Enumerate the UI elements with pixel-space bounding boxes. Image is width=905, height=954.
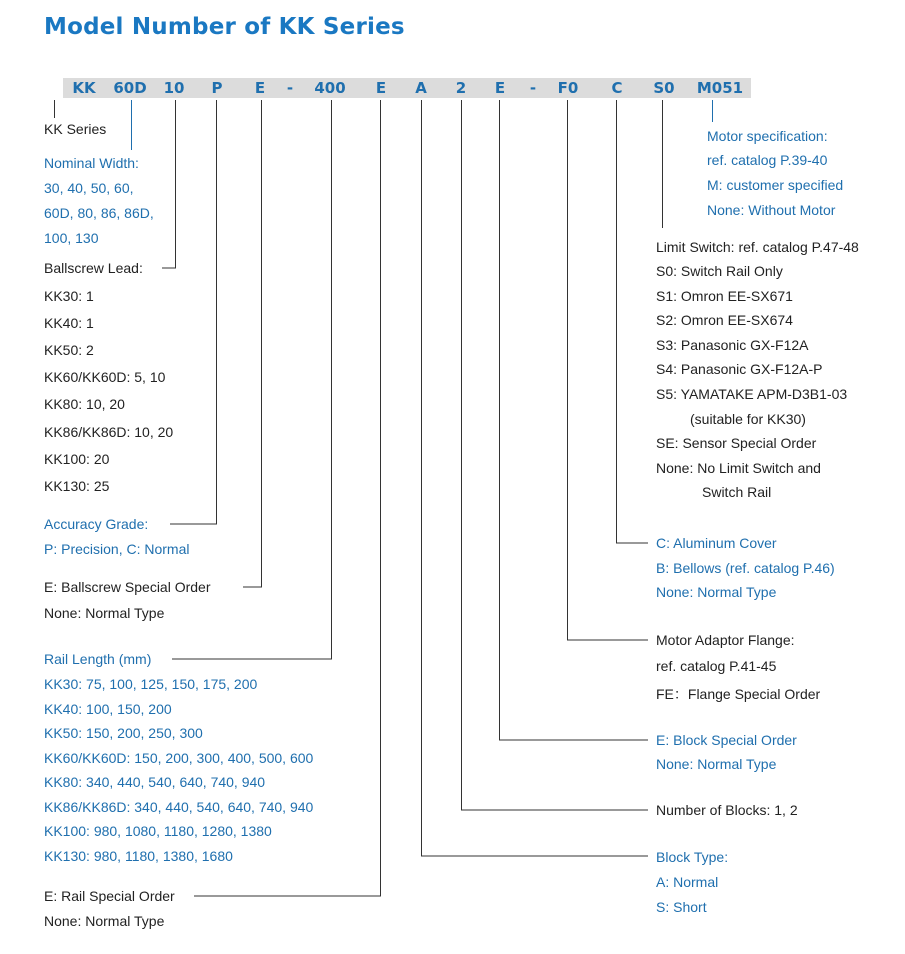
cover-item: None: Normal Type [656, 584, 777, 600]
motor-spec-line: ref. catalog P.39-40 [707, 152, 828, 168]
code-width: 60D [113, 79, 147, 97]
code-rail-special: E [375, 79, 387, 97]
label-flange: Motor Adaptor Flange: [656, 632, 795, 648]
code-block-special: E [494, 79, 506, 97]
lead-item: KK80: 10, 20 [44, 396, 125, 412]
limit-switch-item: S4: Panasonic GX-F12A-P [656, 361, 823, 377]
lead-item: KK40: 1 [44, 315, 94, 331]
connector-lead [162, 100, 176, 268]
rail-special-none: None: Normal Type [44, 913, 165, 929]
code-lead: 10 [163, 79, 185, 97]
lead-item: KK130: 25 [44, 478, 110, 494]
limit-switch-item: SE: Sensor Special Order [656, 435, 817, 451]
nominal-width-line: 60D, 80, 86, 86D, [44, 205, 154, 221]
flange-item: ref. catalog P.41-45 [656, 658, 777, 674]
lead-item: KK100: 20 [44, 451, 110, 467]
connector-ballscrew-special [243, 100, 262, 587]
lead-item: KK30: 1 [44, 288, 94, 304]
label-ballscrew-lead: Ballscrew Lead: [44, 260, 143, 276]
code-length: 400 [314, 79, 346, 97]
label-block-special: E: Block Special Order [656, 732, 797, 748]
code-motor: M051 [696, 79, 744, 97]
code-cover: C [611, 79, 623, 97]
label-rail-special: E: Rail Special Order [44, 888, 175, 904]
label-ballscrew-special: E: Ballscrew Special Order [44, 579, 211, 595]
code-ballscrew-special: E [254, 79, 266, 97]
code-blocks: 2 [455, 79, 467, 97]
limit-switch-item: None: No Limit Switch and [656, 460, 821, 476]
limit-switch-item: S1: Omron EE-SX671 [656, 288, 793, 304]
block-type-item: S: Short [656, 899, 707, 915]
label-rail-length: Rail Length (mm) [44, 651, 152, 667]
lead-item: KK60/KK60D: 5, 10 [44, 369, 166, 385]
lead-item: KK50: 2 [44, 342, 94, 358]
label-number-of-blocks: Number of Blocks: 1, 2 [656, 802, 798, 818]
connector-flange [568, 100, 649, 640]
nominal-width-line: 30, 40, 50, 60, [44, 180, 134, 196]
connector-length [172, 100, 332, 659]
limit-switch-item: S0: Switch Rail Only [656, 263, 783, 279]
rail-length-item: KK60/KK60D: 150, 200, 300, 400, 500, 600 [44, 750, 314, 766]
flange-item: FE：Flange Special Order [656, 686, 821, 702]
rail-length-item: KK30: 75, 100, 125, 150, 175, 200 [44, 676, 258, 692]
accuracy-values: P: Precision, C: Normal [44, 541, 190, 557]
label-nominal-width: Nominal Width: [44, 155, 139, 171]
code-flange: F0 [557, 79, 579, 97]
limit-switch-item: (suitable for KK30) [690, 411, 806, 427]
cover-item: B: Bellows (ref. catalog P.46) [656, 560, 835, 576]
rail-length-item: KK50: 150, 200, 250, 300 [44, 725, 203, 741]
rail-length-item: KK130: 980, 1180, 1380, 1680 [44, 848, 233, 864]
block-special-none: None: Normal Type [656, 756, 777, 772]
code-accuracy: P [211, 79, 223, 97]
limit-switch-item: S3: Panasonic GX-F12A [656, 337, 809, 353]
code-dash: - [286, 79, 294, 97]
connector-accuracy [170, 100, 217, 524]
page-title: Model Number of KK Series [44, 14, 405, 40]
rail-length-item: KK100: 980, 1080, 1180, 1280, 1380 [44, 823, 272, 839]
limit-switch-item: S2: Omron EE-SX674 [656, 312, 793, 328]
code-dash: - [529, 79, 537, 97]
rail-length-item: KK80: 340, 440, 540, 640, 740, 940 [44, 774, 266, 790]
label-accuracy-grade: Accuracy Grade: [44, 516, 149, 532]
code-switch: S0 [653, 79, 675, 97]
motor-spec-line: None: Without Motor [707, 202, 836, 218]
label-motor-spec: Motor specification: [707, 128, 828, 144]
connector-blocks [462, 100, 649, 810]
code-kk: KK [72, 79, 96, 97]
limit-switch-item: Switch Rail [702, 484, 772, 500]
rail-length-item: KK86/KK86D: 340, 440, 540, 640, 740, 940 [44, 799, 314, 815]
lead-item: KK86/KK86D: 10, 20 [44, 424, 174, 440]
code-block-type: A [415, 79, 427, 97]
rail-length-item: KK40: 100, 150, 200 [44, 701, 172, 717]
connector-block-special [500, 100, 649, 740]
block-type-item: A: Normal [656, 874, 719, 890]
connector-block-type [422, 100, 649, 856]
nominal-width-line: 100, 130 [44, 230, 99, 246]
ballscrew-special-none: None: Normal Type [44, 605, 165, 621]
label-kk-series: KK Series [44, 121, 107, 137]
label-cover: C: Aluminum Cover [656, 535, 777, 551]
limit-switch-item: S5: YAMATAKE APM-D3B1-03 [656, 386, 848, 402]
motor-spec-line: M: customer specified [707, 177, 844, 193]
label-limit-switch: Limit Switch: ref. catalog P.47-48 [656, 239, 859, 255]
connector-cover [617, 100, 649, 543]
label-block-type: Block Type: [656, 849, 729, 865]
